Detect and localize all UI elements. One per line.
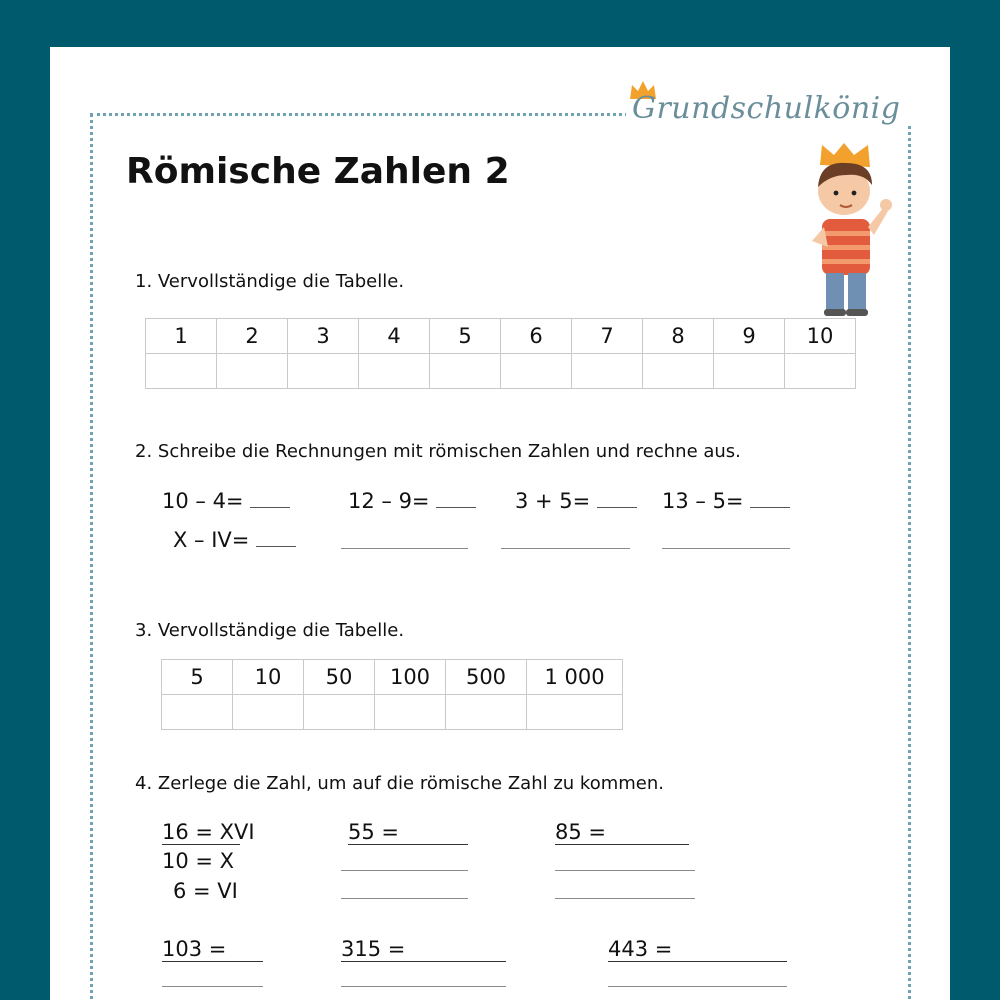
answer-blank[interactable] bbox=[597, 507, 637, 508]
table-cell: 100 bbox=[375, 660, 446, 695]
boy-with-crown-illustration bbox=[802, 143, 892, 318]
answer-blank[interactable] bbox=[250, 507, 290, 508]
answer-cell[interactable] bbox=[527, 695, 623, 730]
table-cell: 9 bbox=[714, 319, 785, 354]
write-line[interactable] bbox=[162, 986, 263, 987]
table-cell: 1 bbox=[146, 319, 217, 354]
table-cell: 2 bbox=[217, 319, 288, 354]
write-line[interactable] bbox=[608, 986, 787, 987]
answer-cell[interactable] bbox=[501, 354, 572, 389]
table-cell: 5 bbox=[162, 660, 233, 695]
table-row bbox=[162, 660, 623, 695]
worksheet-page bbox=[50, 47, 950, 1000]
decomp-item-103: 103 = bbox=[162, 937, 263, 962]
table-cell: 8 bbox=[643, 319, 714, 354]
write-line[interactable] bbox=[555, 870, 695, 871]
table-cell: 10 bbox=[785, 319, 856, 354]
table-cell: 10 bbox=[233, 660, 304, 695]
table-cell: 6 bbox=[501, 319, 572, 354]
answer-cell[interactable] bbox=[643, 354, 714, 389]
write-line[interactable] bbox=[555, 898, 695, 899]
answer-cell[interactable] bbox=[217, 354, 288, 389]
decomp-item-315: 315 = bbox=[341, 937, 506, 962]
answer-cell[interactable] bbox=[375, 695, 446, 730]
answer-cell[interactable] bbox=[146, 354, 217, 389]
write-line[interactable] bbox=[662, 548, 790, 549]
answer-cell[interactable] bbox=[572, 354, 643, 389]
table-cell: 500 bbox=[446, 660, 527, 695]
answer-cell[interactable] bbox=[446, 695, 527, 730]
decomp-item-85: 85 = bbox=[555, 820, 689, 845]
decomp-item-55: 55 = bbox=[348, 820, 468, 845]
table-cell: 4 bbox=[359, 319, 430, 354]
write-line[interactable] bbox=[501, 548, 630, 549]
answer-cell[interactable] bbox=[288, 354, 359, 389]
page-title: Römische Zahlen 2 bbox=[126, 151, 510, 192]
answer-blank[interactable] bbox=[436, 507, 476, 508]
write-line[interactable] bbox=[341, 870, 468, 871]
task-4-label: 4. Zerlege die Zahl, um auf die römische Zahl zu kommen. bbox=[135, 773, 664, 794]
answer-blank[interactable] bbox=[256, 546, 296, 547]
calc-2: 12 – 9= bbox=[348, 489, 476, 513]
table-cell: 7 bbox=[572, 319, 643, 354]
calc-4: 13 – 5= bbox=[662, 489, 790, 513]
calc-1: 10 – 4= bbox=[162, 489, 290, 513]
write-line[interactable] bbox=[341, 548, 468, 549]
table-row bbox=[146, 319, 856, 354]
table-arabic-large bbox=[161, 659, 623, 730]
table-arabic-1-10 bbox=[145, 318, 856, 389]
decomp-item-443: 443 = bbox=[608, 937, 787, 962]
table-cell: 50 bbox=[304, 660, 375, 695]
decomp-example-line: 6 = VI bbox=[173, 879, 238, 903]
table-row bbox=[146, 354, 856, 389]
task-2-label: 2. Schreibe die Rechnungen mit römischen Zahlen und rechne aus. bbox=[135, 441, 741, 462]
answer-cell[interactable] bbox=[233, 695, 304, 730]
table-cell: 1 000 bbox=[527, 660, 623, 695]
answer-cell[interactable] bbox=[714, 354, 785, 389]
brand-logo: Grundschulkönig bbox=[632, 91, 901, 126]
calc-3: 3 + 5= bbox=[515, 489, 637, 513]
answer-cell[interactable] bbox=[785, 354, 856, 389]
answer-cell[interactable] bbox=[162, 695, 233, 730]
answer-cell[interactable] bbox=[304, 695, 375, 730]
write-line[interactable] bbox=[341, 898, 468, 899]
table-cell: 5 bbox=[430, 319, 501, 354]
table-row bbox=[162, 695, 623, 730]
decomp-example: 16 = XVI bbox=[162, 820, 255, 844]
calc-1-roman-example: X – IV= bbox=[173, 528, 296, 552]
answer-cell[interactable] bbox=[430, 354, 501, 389]
task-1-label: 1. Vervollständige die Tabelle. bbox=[135, 271, 405, 292]
answer-cell[interactable] bbox=[359, 354, 430, 389]
write-line[interactable] bbox=[341, 986, 506, 987]
table-cell: 3 bbox=[288, 319, 359, 354]
task-3-label: 3. Vervollständige die Tabelle. bbox=[135, 620, 405, 641]
answer-blank[interactable] bbox=[750, 507, 790, 508]
decomp-example-line: 10 = X bbox=[162, 849, 235, 873]
